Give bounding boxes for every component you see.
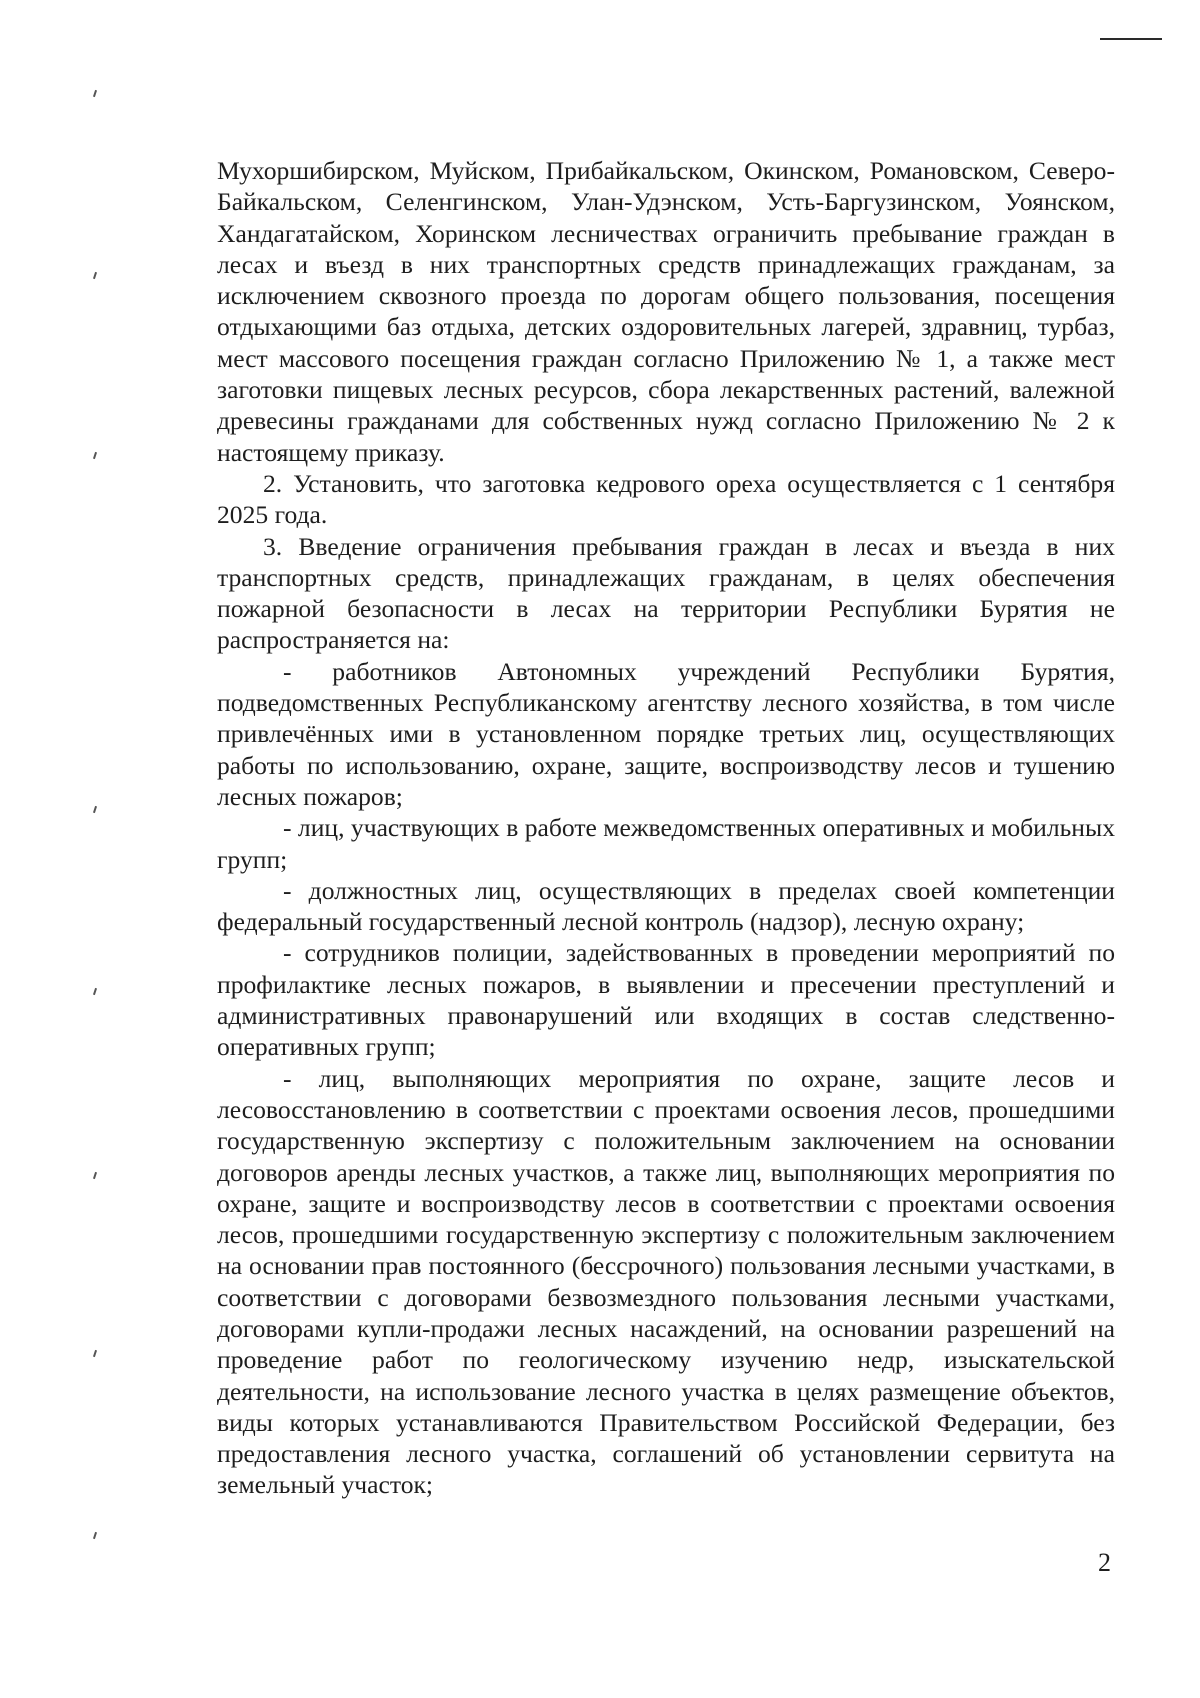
paragraph-forestries-restriction: Мухоршибирском, Муйском, Прибайкальском, Окинском, Романовском, Северо-Байкальском, Селенгинском, Улан-Удэнском, Усть-Баргузинском, Уоянском, Хандагатайском, Хоринском лесничествах ограничить пребывание граждан в лесах и въезд в них транспортных средств принадлежащих гражданам, за исключением сквозного проезда по дорогам общего пользования, посещения отдыхающими баз отдыха, детских оздоровительных лагерей, здравниц, турбаз, мест массового посещения граждан согласно Приложению № 1, а также мест заготовки пищевых лесных ресурсов, сбора лекарственных растений, валежной древесины гражданами для собственных нужд согласно Приложению № 2 к настоящему приказу. (217, 156, 1115, 467)
document-body (217, 155, 1115, 1501)
paragraph-item-3: 3. Введение ограничения пребывания граждан в лесах и въезда в них транспортных средств, принадлежащих гражданам, в целях обеспечения пожарной безопасности в лесах на территории Республики Бурятия не распространяется на: (217, 531, 1115, 655)
page-number: 2 (1098, 1548, 1111, 1577)
header-rule (1100, 38, 1162, 40)
scan-margin-mark (93, 806, 97, 813)
list-item-officials: - должностных лиц, осуществляющих в пределах своей компетенции федеральный государственный лесной контроль (надзор), лесную охрану; (217, 875, 1115, 937)
list-item-police: - сотрудников полиции, задействованных в проведении мероприятий по профилактике лесных пожаров, в выявлении и пресечении преступлений и административных правонарушений или входящих в состав следственно-оперативных групп; (217, 938, 1115, 1062)
list-item-agency-workers: - работников Автономных учреждений Республики Бурятия, подведомственных Республиканскому агентству лесного хозяйства, в том числе привлечённых ими в установленном порядке третьих лиц, осуществляющих работы по использованию, охране, защите, воспроизводству лесов и тушению лесных пожаров; (217, 656, 1115, 811)
scan-margin-mark (93, 1532, 97, 1539)
list-item-forest-works: - лиц, выполняющих мероприятия по охране, защите лесов и лесовосстановлению в соответствии с проектами освоения лесов, прошедшими государственную экспертизу с положительным заключением на основании договоров аренды лесных участков, а также лиц, выполняющих мероприятия по охране, защите и воспроизводству лесов в соответствии с проектами освоения лесов, прошедшими государственную экспертизу с положительным заключением на основании прав постоянного (бессрочного) пользования лесными участками, в соответствии с договорами безвозмездного пользования лесными участками, договорами купли-продажи лесных насаждений, на основании разрешений на проведение работ по геологическому изучению недр, изыскательской деятельности, на использование лесного участка в целях размещение объектов, виды которых устанавливаются Правительством Российской Федерации, без предоставления лесного участка, соглашений об установлении сервитута на земельный участок; (217, 1063, 1115, 1500)
paragraph-item-2: 2. Установить, что заготовка кедрового ореха осуществляется с 1 сентября 2025 года. (217, 468, 1115, 530)
scan-margin-mark (93, 90, 97, 97)
scan-margin-mark (93, 272, 97, 279)
list-item-interagency-groups: - лиц, участвующих в работе межведомственных оперативных и мобильных групп; (217, 813, 1115, 874)
scan-margin-mark (93, 1172, 97, 1179)
scan-margin-mark (93, 452, 97, 459)
scan-margin-mark (93, 1350, 97, 1357)
scan-margin-mark (93, 988, 97, 995)
